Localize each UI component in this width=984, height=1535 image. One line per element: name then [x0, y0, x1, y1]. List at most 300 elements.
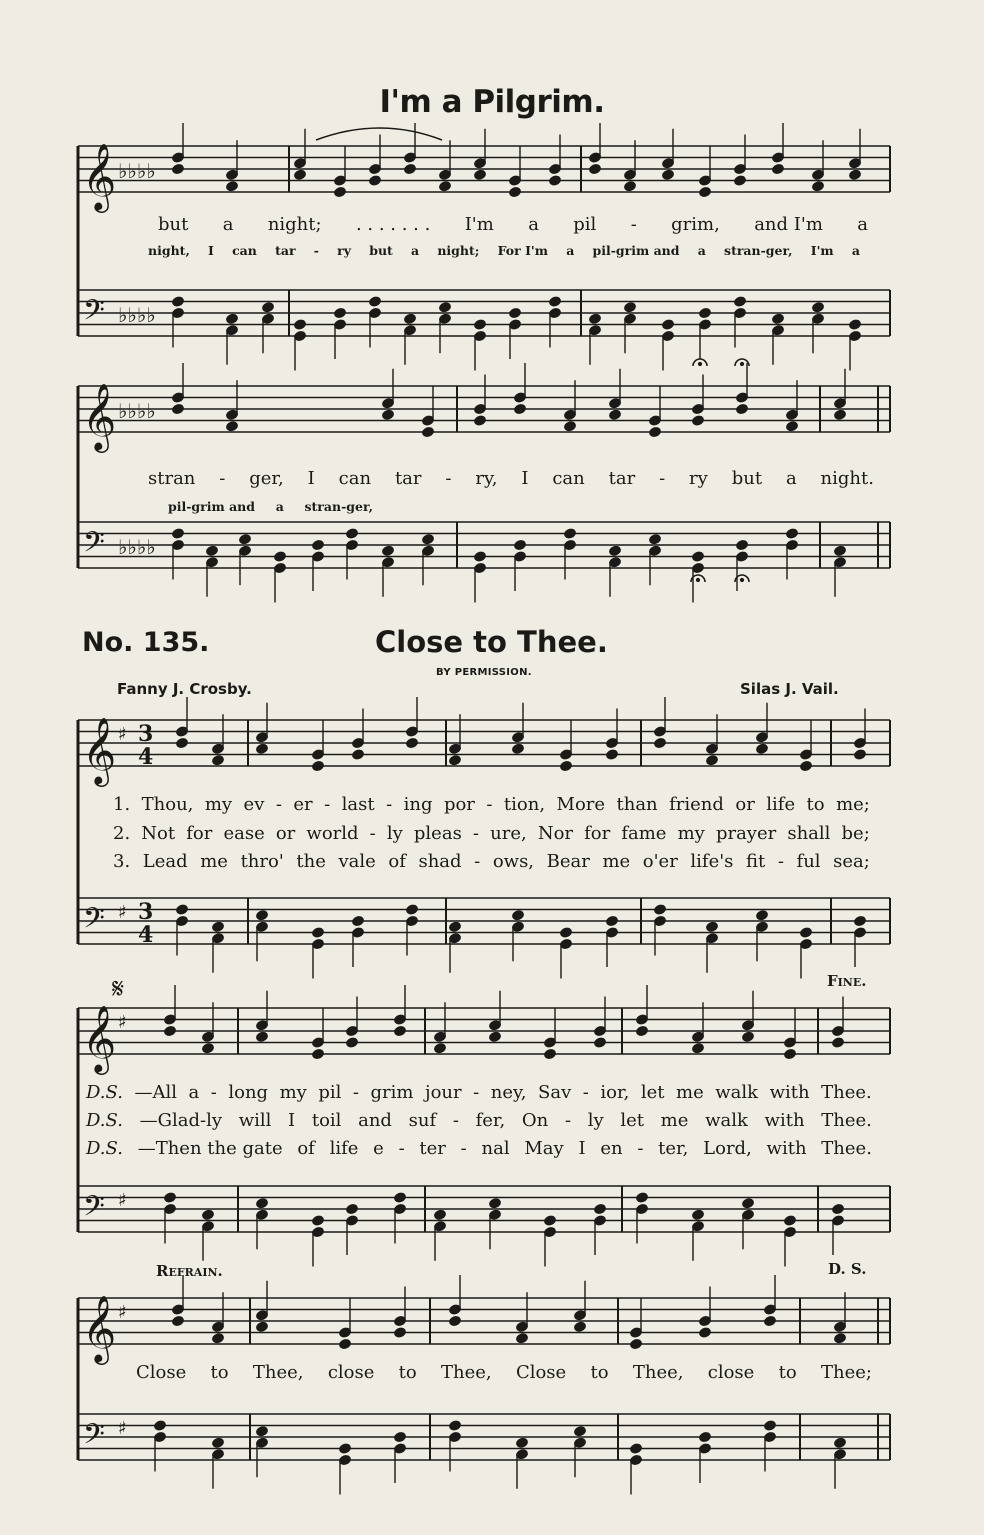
note-head: [171, 1315, 184, 1327]
note-head: [763, 1315, 776, 1327]
lyric-syllable: pleas: [413, 823, 462, 844]
note-head: [448, 754, 461, 766]
time-signature: 3: [138, 899, 154, 925]
lyric-syllable: ger,: [249, 468, 284, 489]
lyric-syllable: Thee,: [441, 1362, 492, 1383]
lyric-syllable: -: [313, 243, 319, 258]
lyric-syllable: suf: [408, 1110, 437, 1131]
note-head: [853, 915, 866, 927]
lyric-syllable: —All: [134, 1082, 177, 1103]
lyric-syllable: D.S.: [86, 1110, 123, 1131]
note-head: [311, 927, 324, 939]
lyric-syllable: toil: [311, 1110, 342, 1131]
lyric-syllable: I: [521, 468, 529, 489]
lyric-syllable: and I'm: [754, 214, 823, 235]
note-head: [293, 169, 306, 181]
lyric-syllable: D.S.: [86, 1138, 123, 1159]
note-head: [163, 1192, 176, 1204]
lyric-syllable: en: [600, 1138, 623, 1159]
key-signature-sharp: ♯: [118, 1302, 127, 1323]
lyric-syllable: grim: [370, 1082, 414, 1103]
lyric-syllable: me: [676, 1082, 704, 1103]
note-head: [593, 1037, 606, 1049]
time-signature: 4: [138, 744, 154, 770]
note-head: [311, 1048, 324, 1060]
fermata-dot: [740, 578, 743, 581]
lyric-syllable: to: [398, 1362, 417, 1383]
lyric-syllable: o'er: [642, 851, 678, 872]
lyric-syllable: will: [238, 1110, 272, 1131]
lyric-syllable: Lead: [142, 851, 188, 872]
note-head: [698, 307, 711, 319]
lyric-syllable: a: [857, 214, 868, 235]
note-head: [201, 1209, 214, 1221]
lyric-syllable: my: [279, 1082, 307, 1103]
lyric-syllable: On: [521, 1110, 549, 1131]
note-head: [811, 180, 824, 192]
lyric-syllable: Thee.: [821, 1138, 872, 1159]
lyric-syllable: D.S.: [86, 1082, 123, 1103]
lyric-syllable: Thee,: [252, 1362, 304, 1383]
lyric-syllable: for: [186, 823, 213, 844]
lyric-syllable: me: [200, 851, 228, 872]
note-head: [508, 307, 521, 319]
lyric-syllable: Bear: [546, 851, 590, 872]
lyric-syllable: . . . . . . .: [355, 214, 431, 235]
lyric-syllable: -: [210, 1082, 217, 1103]
lyric-syllable: ter: [419, 1138, 446, 1159]
bass-clef-icon: 𝄢: [83, 1190, 105, 1230]
lyric-syllable: ing: [403, 794, 433, 815]
note-head: [661, 319, 674, 331]
note-head: [811, 301, 824, 313]
lyric-syllable: a: [566, 243, 575, 258]
treble-clef-icon: 𝄞: [82, 142, 117, 210]
note-head: [338, 1338, 351, 1350]
note-head: [368, 175, 381, 187]
note-head: [311, 760, 324, 772]
lyric-syllable: close: [707, 1362, 755, 1383]
lyric-syllable: por: [443, 794, 475, 815]
lyric-syllable: than: [616, 794, 658, 815]
fermata-dot: [696, 578, 699, 581]
ds-line-3: [86, 1138, 872, 1159]
key-signature-sharp: ♯: [118, 1418, 127, 1439]
note-head: [333, 186, 346, 198]
lyric-syllable: -: [486, 794, 493, 815]
note-head: [211, 1437, 224, 1449]
note-head: [691, 551, 704, 563]
bass-clef-icon: 𝄢: [83, 294, 105, 334]
note-head: [473, 169, 486, 181]
note-head: [438, 301, 451, 313]
note-head: [548, 296, 561, 308]
lyric-syllable: Sav: [538, 1082, 572, 1103]
lyric-syllable: me: [660, 1110, 689, 1131]
lyric-syllable: me;: [836, 794, 870, 815]
lyric-syllable: Thou,: [141, 794, 194, 815]
note-head: [573, 1321, 586, 1333]
lyric-syllable: -: [472, 823, 480, 844]
note-head: [543, 1048, 556, 1060]
lyric-syllable: Thee,: [632, 1362, 684, 1383]
note-head: [255, 1425, 268, 1437]
lyric-syllable: pil: [573, 214, 597, 235]
key-signature-sharp: ♯: [118, 724, 127, 745]
lyric-syllable: I'm: [810, 243, 834, 258]
note-head: [201, 1042, 214, 1054]
lyric-syllable: thro': [240, 851, 284, 872]
segno-icon: 𝄋: [112, 972, 125, 1005]
lyric-syllable: ful: [796, 851, 821, 872]
note-head: [293, 319, 306, 331]
lyric-syllable: 2.: [113, 823, 131, 844]
treble-clef-icon: 𝄞: [82, 716, 117, 784]
ds-line-2: [86, 1110, 872, 1131]
note-head: [848, 169, 861, 181]
lyric-syllable: last: [341, 794, 375, 815]
refrain-marking: Refrain.: [156, 1262, 223, 1280]
lyric-syllable: -: [637, 1138, 644, 1159]
lyric-syllable: 1.: [113, 794, 131, 815]
note-head: [771, 163, 784, 175]
note-head: [225, 420, 238, 432]
lyric-syllable: can: [338, 468, 372, 489]
lyric-syllable: to: [590, 1362, 609, 1383]
lyric-syllable: -: [369, 823, 376, 844]
composer-credit: Silas J. Vail.: [740, 680, 839, 698]
note-head: [255, 1321, 268, 1333]
note-head: [733, 175, 746, 187]
lyric-syllable: Lord,: [703, 1138, 752, 1159]
verse-3-lyrics: [113, 851, 870, 872]
note-head: [705, 921, 718, 933]
note-head: [255, 1031, 268, 1043]
note-head: [698, 186, 711, 198]
note-head: [548, 175, 561, 187]
lyric-syllable: -: [386, 794, 393, 815]
lyric-syllable: -: [474, 851, 481, 872]
note-head: [351, 749, 364, 761]
lyric-syllable: life's: [690, 851, 734, 872]
note-head: [511, 909, 524, 921]
fine-marking: Fine.: [827, 972, 867, 990]
lyric-syllable: a: [851, 243, 860, 258]
treble-clef-icon: 𝄞: [82, 1004, 117, 1072]
lyric-syllable: ry,: [475, 468, 498, 489]
lyric-syllable: walk: [705, 1110, 748, 1131]
lyric-syllable: walk: [715, 1082, 759, 1103]
key-signature-flats: ♭♭♭♭: [118, 535, 156, 559]
note-head: [661, 169, 674, 181]
note-head: [691, 415, 704, 427]
verse-2-lyrics: [113, 823, 870, 844]
lyric-syllable: vale: [338, 851, 376, 872]
song1-lyrics-top-row1: [158, 214, 868, 235]
note-head: [171, 163, 184, 175]
note-head: [345, 1037, 358, 1049]
lyric-syllable: friend: [669, 794, 724, 815]
lyric-syllable: me: [602, 851, 631, 872]
lyric-syllable: ney,: [490, 1082, 527, 1103]
lyric-syllable: I: [288, 1110, 296, 1131]
note-head: [171, 403, 184, 415]
lyric-syllable: fer,: [475, 1110, 506, 1131]
note-head: [473, 415, 486, 427]
lyric-syllable: ry: [689, 468, 708, 489]
song1-lyrics-bottom-row2: [168, 499, 373, 514]
lyricist-credit: Fanny J. Crosby.: [117, 680, 252, 698]
lyric-syllable: ly: [386, 823, 403, 844]
note-head: [735, 403, 748, 415]
lyric-syllable: Not: [141, 823, 176, 844]
note-head: [735, 539, 748, 551]
song2-title: Close to Thee.: [375, 625, 608, 659]
ds-line-1: [86, 1082, 872, 1103]
note-head: [433, 1042, 446, 1054]
note-head: [833, 545, 846, 557]
note-head: [225, 180, 238, 192]
note-head: [559, 927, 572, 939]
lyric-syllable: a: [528, 214, 539, 235]
lyric-syllable: grim,: [671, 214, 720, 235]
lyric-syllable: -: [452, 1110, 459, 1131]
verse-1-lyrics: [113, 794, 870, 815]
lyric-syllable: -: [460, 1138, 467, 1159]
note-head: [393, 1327, 406, 1339]
lyric-syllable: shall: [787, 823, 831, 844]
lyric-syllable: a: [411, 243, 420, 258]
lyric-syllable: of: [297, 1138, 315, 1159]
note-head: [653, 904, 666, 916]
lyric-syllable: Thee.: [821, 1082, 872, 1103]
note-head: [511, 743, 524, 755]
lyric-syllable: ter,: [658, 1138, 689, 1159]
lyric-syllable: fit: [746, 851, 766, 872]
lyric-syllable: I'm: [464, 214, 494, 235]
note-head: [653, 737, 666, 749]
lyric-syllable: to: [778, 1362, 797, 1383]
lyric-syllable: tion,: [503, 794, 546, 815]
note-head: [211, 921, 224, 933]
lyric-syllable: -: [352, 1082, 359, 1103]
lyric-syllable: but: [158, 214, 189, 235]
note-head: [691, 1042, 704, 1054]
lyric-syllable: stran-ger,: [724, 243, 793, 258]
note-head: [741, 1031, 754, 1043]
note-head: [573, 1425, 586, 1437]
note-head: [171, 528, 184, 540]
note-head: [393, 1192, 406, 1204]
note-head: [153, 1420, 166, 1432]
note-head: [381, 409, 394, 421]
note-head: [175, 737, 188, 749]
lyric-syllable: ry: [337, 243, 352, 258]
note-head: [515, 1332, 528, 1344]
note-head: [588, 313, 601, 325]
lyric-syllable: close: [327, 1362, 375, 1383]
treble-clef-icon: 𝄞: [82, 1294, 117, 1362]
note-head: [833, 1437, 846, 1449]
lyric-syllable: -: [324, 794, 331, 815]
lyric-syllable: to: [806, 794, 825, 815]
note-head: [403, 163, 416, 175]
lyric-syllable: with: [766, 1138, 807, 1159]
lyric-syllable: but: [369, 243, 393, 258]
lyric-syllable: the: [296, 851, 326, 872]
lyric-syllable: and: [358, 1110, 392, 1131]
note-head: [311, 539, 324, 551]
lyric-syllable: Thee;: [820, 1362, 872, 1383]
note-head: [608, 409, 621, 421]
note-head: [211, 754, 224, 766]
note-head: [648, 426, 661, 438]
key-signature-sharp: ♯: [118, 1190, 127, 1211]
lyric-syllable: for: [584, 823, 611, 844]
note-head: [333, 307, 346, 319]
lyric-syllable: -: [777, 851, 784, 872]
note-head: [225, 313, 238, 325]
note-head: [733, 296, 746, 308]
note-head: [405, 737, 418, 749]
lyric-syllable: a: [222, 214, 234, 235]
lyric-syllable: shad: [418, 851, 462, 872]
lyric-syllable: night,: [148, 243, 190, 258]
note-head: [543, 1215, 556, 1227]
fermata-dot: [698, 362, 701, 365]
note-head: [831, 1037, 844, 1049]
note-head: [783, 1215, 796, 1227]
note-head: [755, 909, 768, 921]
note-head: [448, 1315, 461, 1327]
lyric-syllable: can: [232, 243, 257, 258]
lyric-syllable: life: [766, 794, 796, 815]
lyric-syllable: For I'm: [497, 243, 548, 258]
note-head: [755, 743, 768, 755]
permission-note: BY PERMISSION.: [436, 667, 532, 678]
note-head: [698, 1431, 711, 1443]
note-head: [691, 1209, 704, 1221]
lyric-syllable: -: [564, 1110, 572, 1131]
note-head: [448, 1420, 461, 1432]
song1-title: I'm a Pilgrim.: [379, 84, 605, 120]
note-head: [623, 180, 636, 192]
lyric-syllable: a: [697, 243, 706, 258]
hymn-number: No. 135.: [82, 627, 210, 658]
note-head: [405, 904, 418, 916]
note-head: [171, 296, 184, 308]
note-head: [488, 1031, 501, 1043]
note-head: [513, 403, 526, 415]
lyric-syllable: nal: [481, 1138, 510, 1159]
note-head: [799, 760, 812, 772]
lyric-syllable: stran: [148, 468, 196, 489]
lyric-syllable: life: [329, 1138, 359, 1159]
lyric-syllable: Close: [136, 1362, 187, 1383]
note-head: [345, 528, 358, 540]
lyric-syllable: -: [630, 214, 637, 235]
note-head: [345, 1203, 358, 1215]
lyric-syllable: I: [307, 468, 315, 489]
note-head: [381, 545, 394, 557]
lyric-syllable: tar: [608, 468, 636, 489]
note-head: [433, 1209, 446, 1221]
lyric-syllable: stran-ger,: [304, 499, 373, 514]
lyric-syllable: let: [640, 1082, 665, 1103]
lyric-syllable: be;: [841, 823, 870, 844]
fermata-dot: [740, 362, 743, 365]
note-head: [261, 301, 274, 313]
note-head: [368, 296, 381, 308]
note-head: [559, 760, 572, 772]
lyric-syllable: tar: [275, 243, 296, 258]
lyric-syllable: prayer: [715, 823, 777, 844]
note-head: [629, 1338, 642, 1350]
lyric-syllable: —Glad-ly: [139, 1110, 223, 1131]
lyric-syllable: to: [210, 1362, 229, 1383]
note-head: [608, 545, 621, 557]
note-head: [393, 1431, 406, 1443]
note-head: [488, 1197, 501, 1209]
lyric-syllable: er: [293, 794, 313, 815]
note-head: [438, 180, 451, 192]
note-head: [421, 533, 434, 545]
lyric-syllable: ows,: [492, 851, 535, 872]
lyric-syllable: jour: [424, 1082, 462, 1103]
key-signature-sharp: ♯: [118, 1012, 127, 1033]
lyric-syllable: I: [578, 1138, 586, 1159]
lyric-syllable: ure,: [490, 823, 527, 844]
note-head: [473, 319, 486, 331]
lyric-syllable: Close: [515, 1362, 567, 1383]
note-head: [403, 313, 416, 325]
note-head: [833, 1332, 846, 1344]
lyric-syllable: or: [275, 823, 296, 844]
lyric-syllable: -: [473, 1082, 480, 1103]
lyric-syllable: May: [524, 1138, 564, 1159]
note-head: [421, 426, 434, 438]
lyric-syllable: with: [764, 1110, 805, 1131]
note-head: [705, 754, 718, 766]
note-head: [648, 533, 661, 545]
note-head: [635, 1192, 648, 1204]
ds-marking: D. S.: [828, 1260, 867, 1278]
lyric-syllable: with: [769, 1082, 810, 1103]
note-head: [763, 1420, 776, 1432]
lyric-syllable: a: [785, 468, 797, 489]
lyric-syllable: -: [582, 1082, 589, 1103]
time-signature: 4: [138, 922, 154, 948]
lyric-syllable: fame: [621, 823, 667, 844]
lyric-syllable: but: [731, 468, 763, 489]
lyric-syllable: of: [388, 851, 406, 872]
lyric-syllable: long: [228, 1082, 269, 1103]
lyric-syllable: ior,: [600, 1082, 630, 1103]
lyric-syllable: —Then the gate: [137, 1138, 283, 1159]
note-head: [593, 1203, 606, 1215]
note-head: [605, 915, 618, 927]
note-head: [771, 313, 784, 325]
key-signature-flats: ♭♭♭♭: [118, 303, 156, 327]
lyric-syllable: e: [373, 1138, 384, 1159]
note-head: [785, 528, 798, 540]
key-signature-flats: ♭♭♭♭: [118, 399, 156, 423]
lyric-syllable: night;: [267, 214, 322, 235]
note-head: [623, 301, 636, 313]
note-head: [311, 1215, 324, 1227]
lyric-syllable: -: [398, 1138, 405, 1159]
note-head: [833, 409, 846, 421]
